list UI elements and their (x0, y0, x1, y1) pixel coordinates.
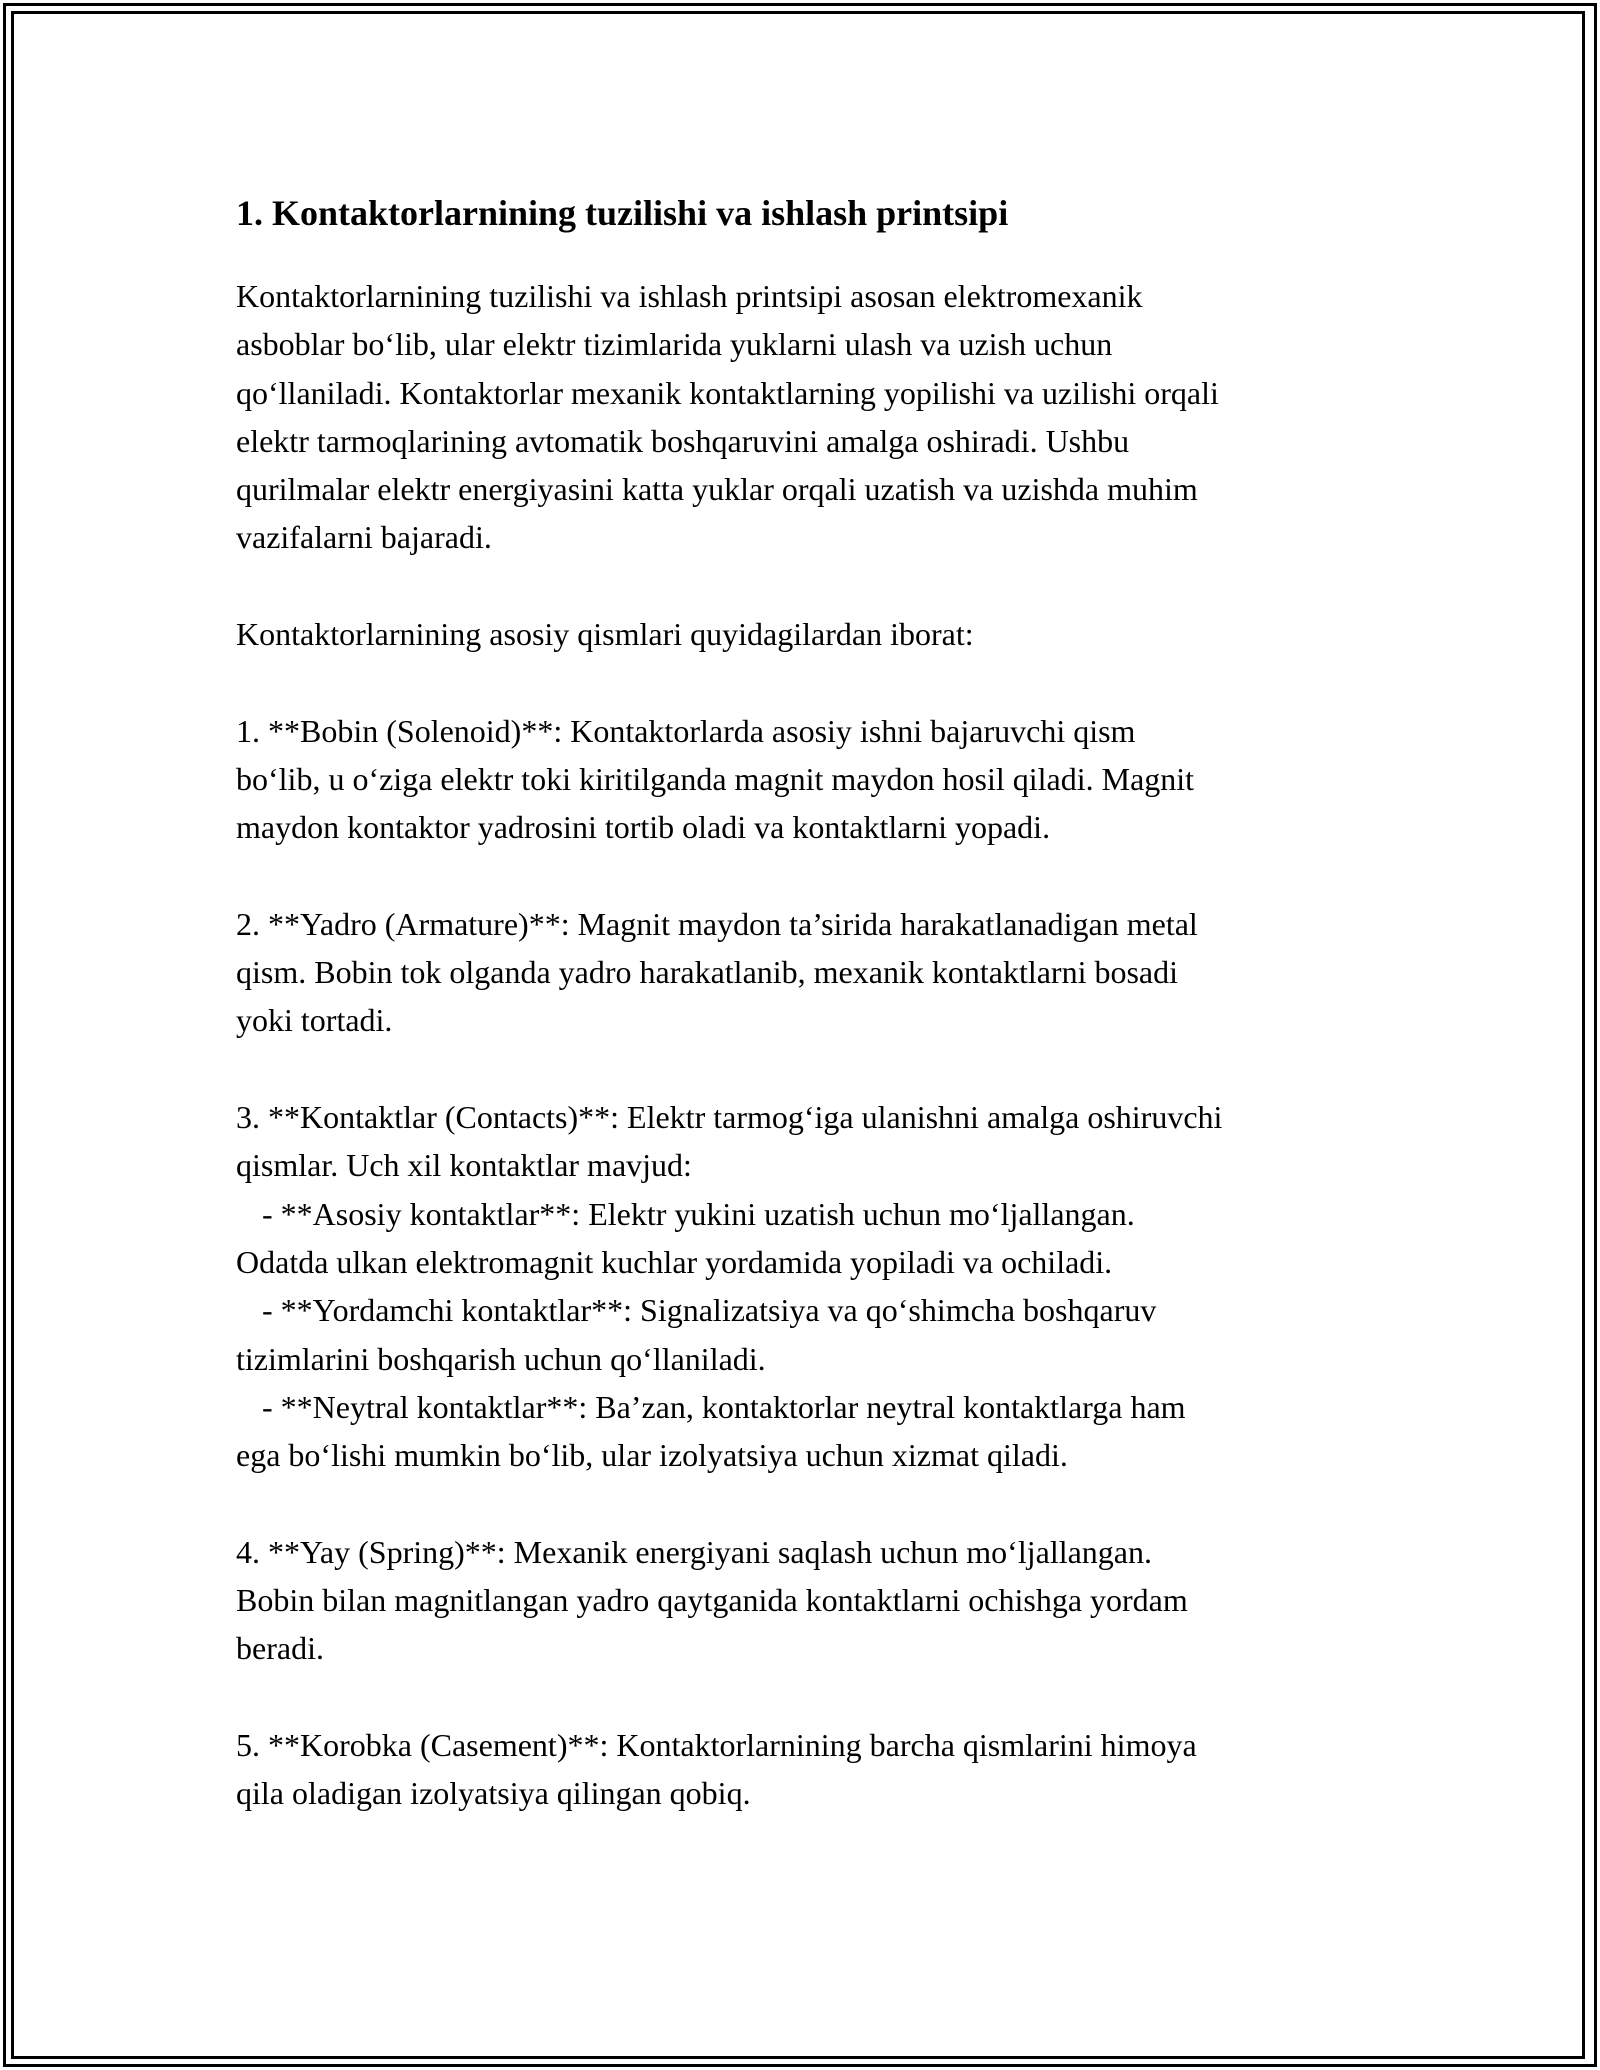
list-item-bobin (236, 707, 1376, 852)
paragraph-gap (236, 562, 1376, 610)
list-item-line: beradi. (236, 1630, 324, 1667)
paragraph-gap (236, 1479, 1376, 1527)
list-item-line: qismlar. Uch xil kontaktlar mavjud: (236, 1147, 692, 1184)
intro-line: qurilmalar elektr energiyasini katta yuklar orqali uzatish va uzishda muhim (236, 471, 1198, 508)
intro-line: qo‘llaniladi. Kontaktorlar mexanik kontaktlarning yopilishi va uzilishi orqali (236, 374, 1219, 411)
intro-paragraph (236, 272, 1376, 1818)
list-item-line: 5. **Korobka (Casement)**: Kontaktorlarnining barcha qismlarini himoya (236, 1726, 1197, 1763)
list-item-line: ega bo‘lishi mumkin bo‘lib, ular izolyatsiya uchun xizmat qiladi. (236, 1437, 1068, 1474)
intro-line: asboblar bo‘lib, ular elektr tizimlarida yuklarni ulash va uzish uchun (236, 326, 1113, 363)
list-item-line: 4. **Yay (Spring)**: Mexanik energiyani saqlash uchun mo‘ljallangan. (236, 1533, 1152, 1570)
parts-intro: Kontaktorlarnining asosiy qismlari quyidagilardan iborat: (236, 616, 974, 653)
sub-item-neytral: - **Neytral kontaktlar**: Ba’zan, kontaktorlar neytral kontaktlarga ham (262, 1388, 1186, 1425)
list-item-yay (236, 1528, 1376, 1673)
intro-line: vazifalarni bajaradi. (236, 519, 492, 556)
list-item-yadro (236, 900, 1376, 1045)
list-item-line: 1. **Bobin (Solenoid)**: Kontaktorlarda asosiy ishni bajaruvchi qism (236, 712, 1136, 749)
paragraph-gap (236, 658, 1376, 706)
document-body (236, 188, 1376, 1818)
paragraph-gap (236, 852, 1376, 900)
list-item-korobka (236, 1721, 1376, 1818)
sub-item-yordamchi: - **Yordamchi kontaktlar**: Signalizatsiya va qo‘shimcha boshqaruv (262, 1292, 1157, 1329)
list-item-line: qila oladigan izolyatsiya qilingan qobiq. (236, 1775, 751, 1812)
paragraph-gap (236, 1673, 1376, 1721)
list-item-line: maydon kontaktor yadrosini tortib oladi va kontaktlarni yopadi. (236, 809, 1051, 846)
list-item-line: 3. **Kontaktlar (Contacts)**: Elektr tarmog‘iga ulanishni amalga oshiruvchi (236, 1099, 1223, 1136)
list-item-line: yoki tortadi. (236, 1002, 393, 1039)
intro-line: elektr tarmoqlarining avtomatik boshqaruvini amalga oshiradi. Ushbu (236, 422, 1130, 459)
list-item-line: qism. Bobin tok olganda yadro harakatlanib, mexanik kontaktlarni bosadi (236, 954, 1179, 991)
list-item-kontaktlar (236, 1093, 1376, 1479)
list-item-line: bo‘lib, u o‘ziga elektr toki kiritilganda magnit maydon hosil qiladi. Magnit (236, 760, 1195, 797)
sub-item-asosiy: - **Asosiy kontaktlar**: Elektr yukini uzatish uchun mo‘ljallangan. (262, 1195, 1135, 1232)
list-item-line: Odatda ulkan elektromagnit kuchlar yordamida yopiladi va ochiladi. (236, 1243, 1113, 1280)
list-item-line: 2. **Yadro (Armature)**: Magnit maydon ta’sirida harakatlanadigan metal (236, 905, 1198, 942)
list-item-line: Bobin bilan magnitlangan yadro qaytganida kontaktlarni ochishga yordam (236, 1582, 1188, 1619)
section-heading: 1. Kontaktorlarnining tuzilishi va ishlash printsipi (236, 193, 1009, 233)
list-item-line: tizimlarini boshqarish uchun qo‘llaniladi. (236, 1340, 766, 1377)
intro-line: Kontaktorlarnining tuzilishi va ishlash printsipi asosan elektromexanik (236, 278, 1143, 314)
paragraph-gap (236, 1045, 1376, 1093)
